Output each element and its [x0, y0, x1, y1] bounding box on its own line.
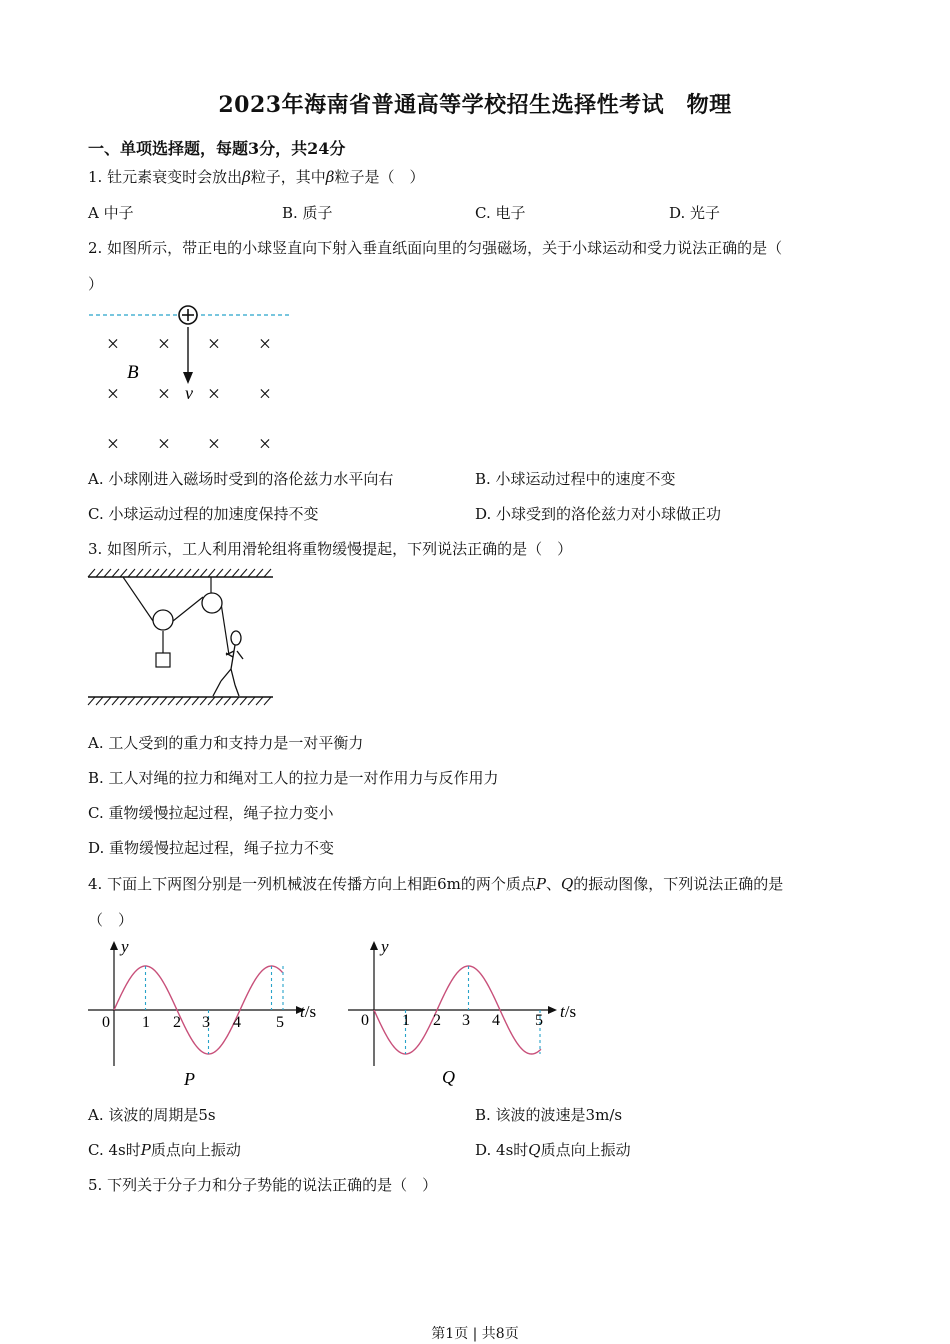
question-2-stem: 2. 如图所示，带正电的小球竖直向下射入垂直纸面向里的匀强磁场，关于小球运动和受力说法正确的是（ [88, 239, 783, 257]
question-3-stem: 3. 如图所示，工人利用滑轮组将重物缓慢提起，下列说法正确的是（ ） [88, 540, 573, 558]
q1-option-c: C. 电子 [475, 204, 526, 222]
q4-option-a: A. 该波的周期是5s [88, 1106, 216, 1124]
q4-option-b: B. 该波的波速是3m/s [475, 1106, 623, 1124]
cross-mark: × [207, 381, 221, 406]
q3-option-b: B. 工人对绳的拉力和绳对工人的拉力是一对作用力与反作用力 [88, 769, 499, 787]
q2-option-b: B. 小球运动过程中的速度不变 [475, 470, 676, 488]
cross-mark: × [106, 431, 120, 456]
cross-mark: × [207, 331, 221, 356]
cross-mark: × [106, 381, 120, 406]
tick-label: 5 [276, 1014, 284, 1031]
q2-option-d: D. 小球受到的洛伦兹力对小球做正功 [475, 505, 722, 523]
vibration-graph-q [348, 937, 576, 1087]
cross-mark: × [258, 331, 272, 356]
q1-option-b: B. 质子 [282, 204, 333, 222]
cross-mark: × [106, 331, 120, 356]
question-1-stem: 1. 钍元素衰变时会放出β粒子，其中β粒子是（ ） [88, 168, 425, 186]
question-5-stem: 5. 下列关于分子力和分子势能的说法正确的是（ ） [88, 1176, 438, 1194]
cross-mark: × [258, 381, 272, 406]
tick-label: 1 [142, 1014, 150, 1031]
x-axis-label: t/s [300, 1002, 317, 1021]
cross-mark: × [258, 431, 272, 456]
question-4-stem-cont: （ ） [88, 911, 134, 929]
cross-mark: × [157, 381, 171, 406]
q1-option-d: D. 光子 [669, 204, 721, 222]
q3-option-a: A. 工人受到的重力和支持力是一对平衡力 [88, 734, 364, 752]
cross-mark: × [157, 431, 171, 456]
graph-caption-p: P [184, 1069, 195, 1089]
tick-label: 3 [462, 1012, 470, 1029]
question-2-stem-cont: ） [88, 275, 104, 293]
page-footer: 第1页 | 共8页 [431, 1326, 519, 1342]
tick-label: 5 [535, 1012, 543, 1029]
y-axis-label: y [121, 937, 129, 956]
field-label: B [127, 362, 139, 383]
question-4-stem: 4. 下面上下两图分别是一列机械波在传播方向上相距6m的两个质点P、Q的振动图像，下列说法正确的是 [88, 875, 784, 893]
q3-option-c: C. 重物缓慢拉起过程，绳子拉力变小 [88, 804, 334, 822]
q2-option-c: C. 小球运动过程的加速度保持不变 [88, 505, 319, 523]
x-axis-label: t/s [560, 1002, 577, 1021]
tick-label: 4 [233, 1014, 241, 1031]
q1-option-a: A 中子 [88, 204, 134, 222]
q2-option-a: A. 小球刚进入磁场时受到的洛伦兹力水平向右 [88, 470, 394, 488]
tick-label: 4 [492, 1012, 500, 1029]
tick-label: 0 [361, 1012, 369, 1029]
tick-label: 2 [433, 1012, 441, 1029]
cross-mark: × [207, 431, 221, 456]
tick-label: 0 [102, 1014, 110, 1031]
y-axis-label: y [381, 937, 389, 956]
q4-option-d: D. 4s时Q质点向上振动 [475, 1141, 631, 1159]
graph-caption-q: Q [442, 1067, 455, 1087]
q3-option-d: D. 重物缓慢拉起过程，绳子拉力不变 [88, 839, 335, 857]
tick-label: 1 [402, 1012, 410, 1029]
cross-mark: × [157, 331, 171, 356]
tick-label: 2 [173, 1014, 181, 1031]
page-title: 2023年海南省普通高等学校招生选择性考试 物理 [218, 92, 732, 118]
velocity-label: v [185, 383, 193, 403]
q4-option-c: C. 4s时P质点向上振动 [88, 1141, 241, 1159]
section-heading: 一、单项选择题，每题3分，共24分 [88, 139, 346, 158]
tick-label: 3 [202, 1014, 210, 1031]
